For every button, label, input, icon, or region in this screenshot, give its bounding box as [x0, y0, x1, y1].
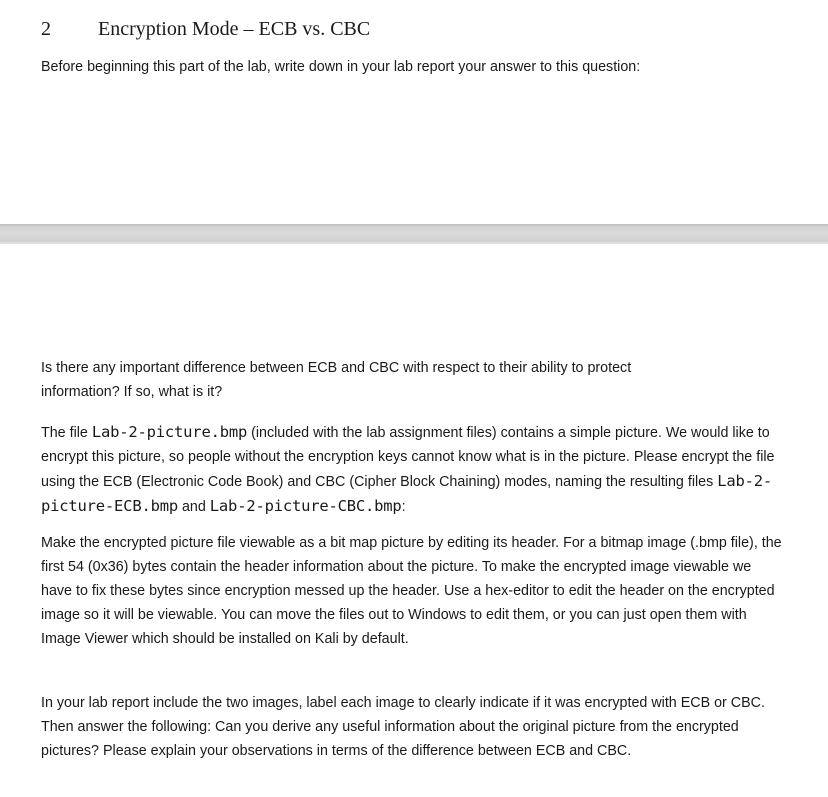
file-name-ecb: Lab-2-picture-ECB.bmp — [41, 472, 773, 515]
page-break — [0, 224, 828, 244]
file-text-1: The file — [41, 425, 92, 441]
question-paragraph — [41, 356, 786, 404]
header-edit-paragraph: Make the encrypted picture file viewable as a bit map picture by editing its header. For a bitmap image (.bmp file), the first 54 (0x36) bytes contain the header information about the picture. To make the encrypted image viewable we have to fix these bytes since encryption messed up the header. Use a hex-editor to edit the header on the encrypted image so it will be viewable. You can move the files out to Windows to edit them, or you can just open them with Image Viewer which should be installed on Kali by default. — [41, 535, 782, 647]
section-title: Encryption Mode – ECB vs. CBC — [98, 18, 371, 40]
question-line-1: Is there any important difference between ECB and CBC with respect to their ability to protect — [41, 360, 632, 376]
report-paragraph: In your lab report include the two images, label each image to clearly indicate if it was encrypted with ECB or CBC. Then answer the following: Can you derive any useful information about the original picture from the encrypted pictures? Please explain your observations in terms of the difference between ECB and CBC. — [41, 695, 765, 759]
file-text-3: and — [177, 499, 210, 515]
section-number: 2 — [41, 18, 51, 40]
file-name-cbc: Lab-2-picture-CBC.bmp — [209, 497, 402, 515]
file-text-2: (included with the lab assignment files) contains a simple picture. We would like to encrypt this picture, so people without the encryption keys cannot know what is in the picture. Please encrypt the file using the ECB (Electronic Code Book) and CBC (Cipher Block Chaining) modes, naming the resulting files — [41, 425, 775, 490]
section-heading — [41, 18, 370, 41]
question-line-2: information? If so, what is it? — [41, 384, 223, 400]
file-paragraph — [41, 420, 786, 519]
intro-paragraph: Before beginning this part of the lab, write down in your lab report your answer to this question: — [41, 59, 641, 75]
file-name-original: Lab-2-picture.bmp — [91, 423, 248, 441]
file-text-4: : — [401, 499, 406, 515]
